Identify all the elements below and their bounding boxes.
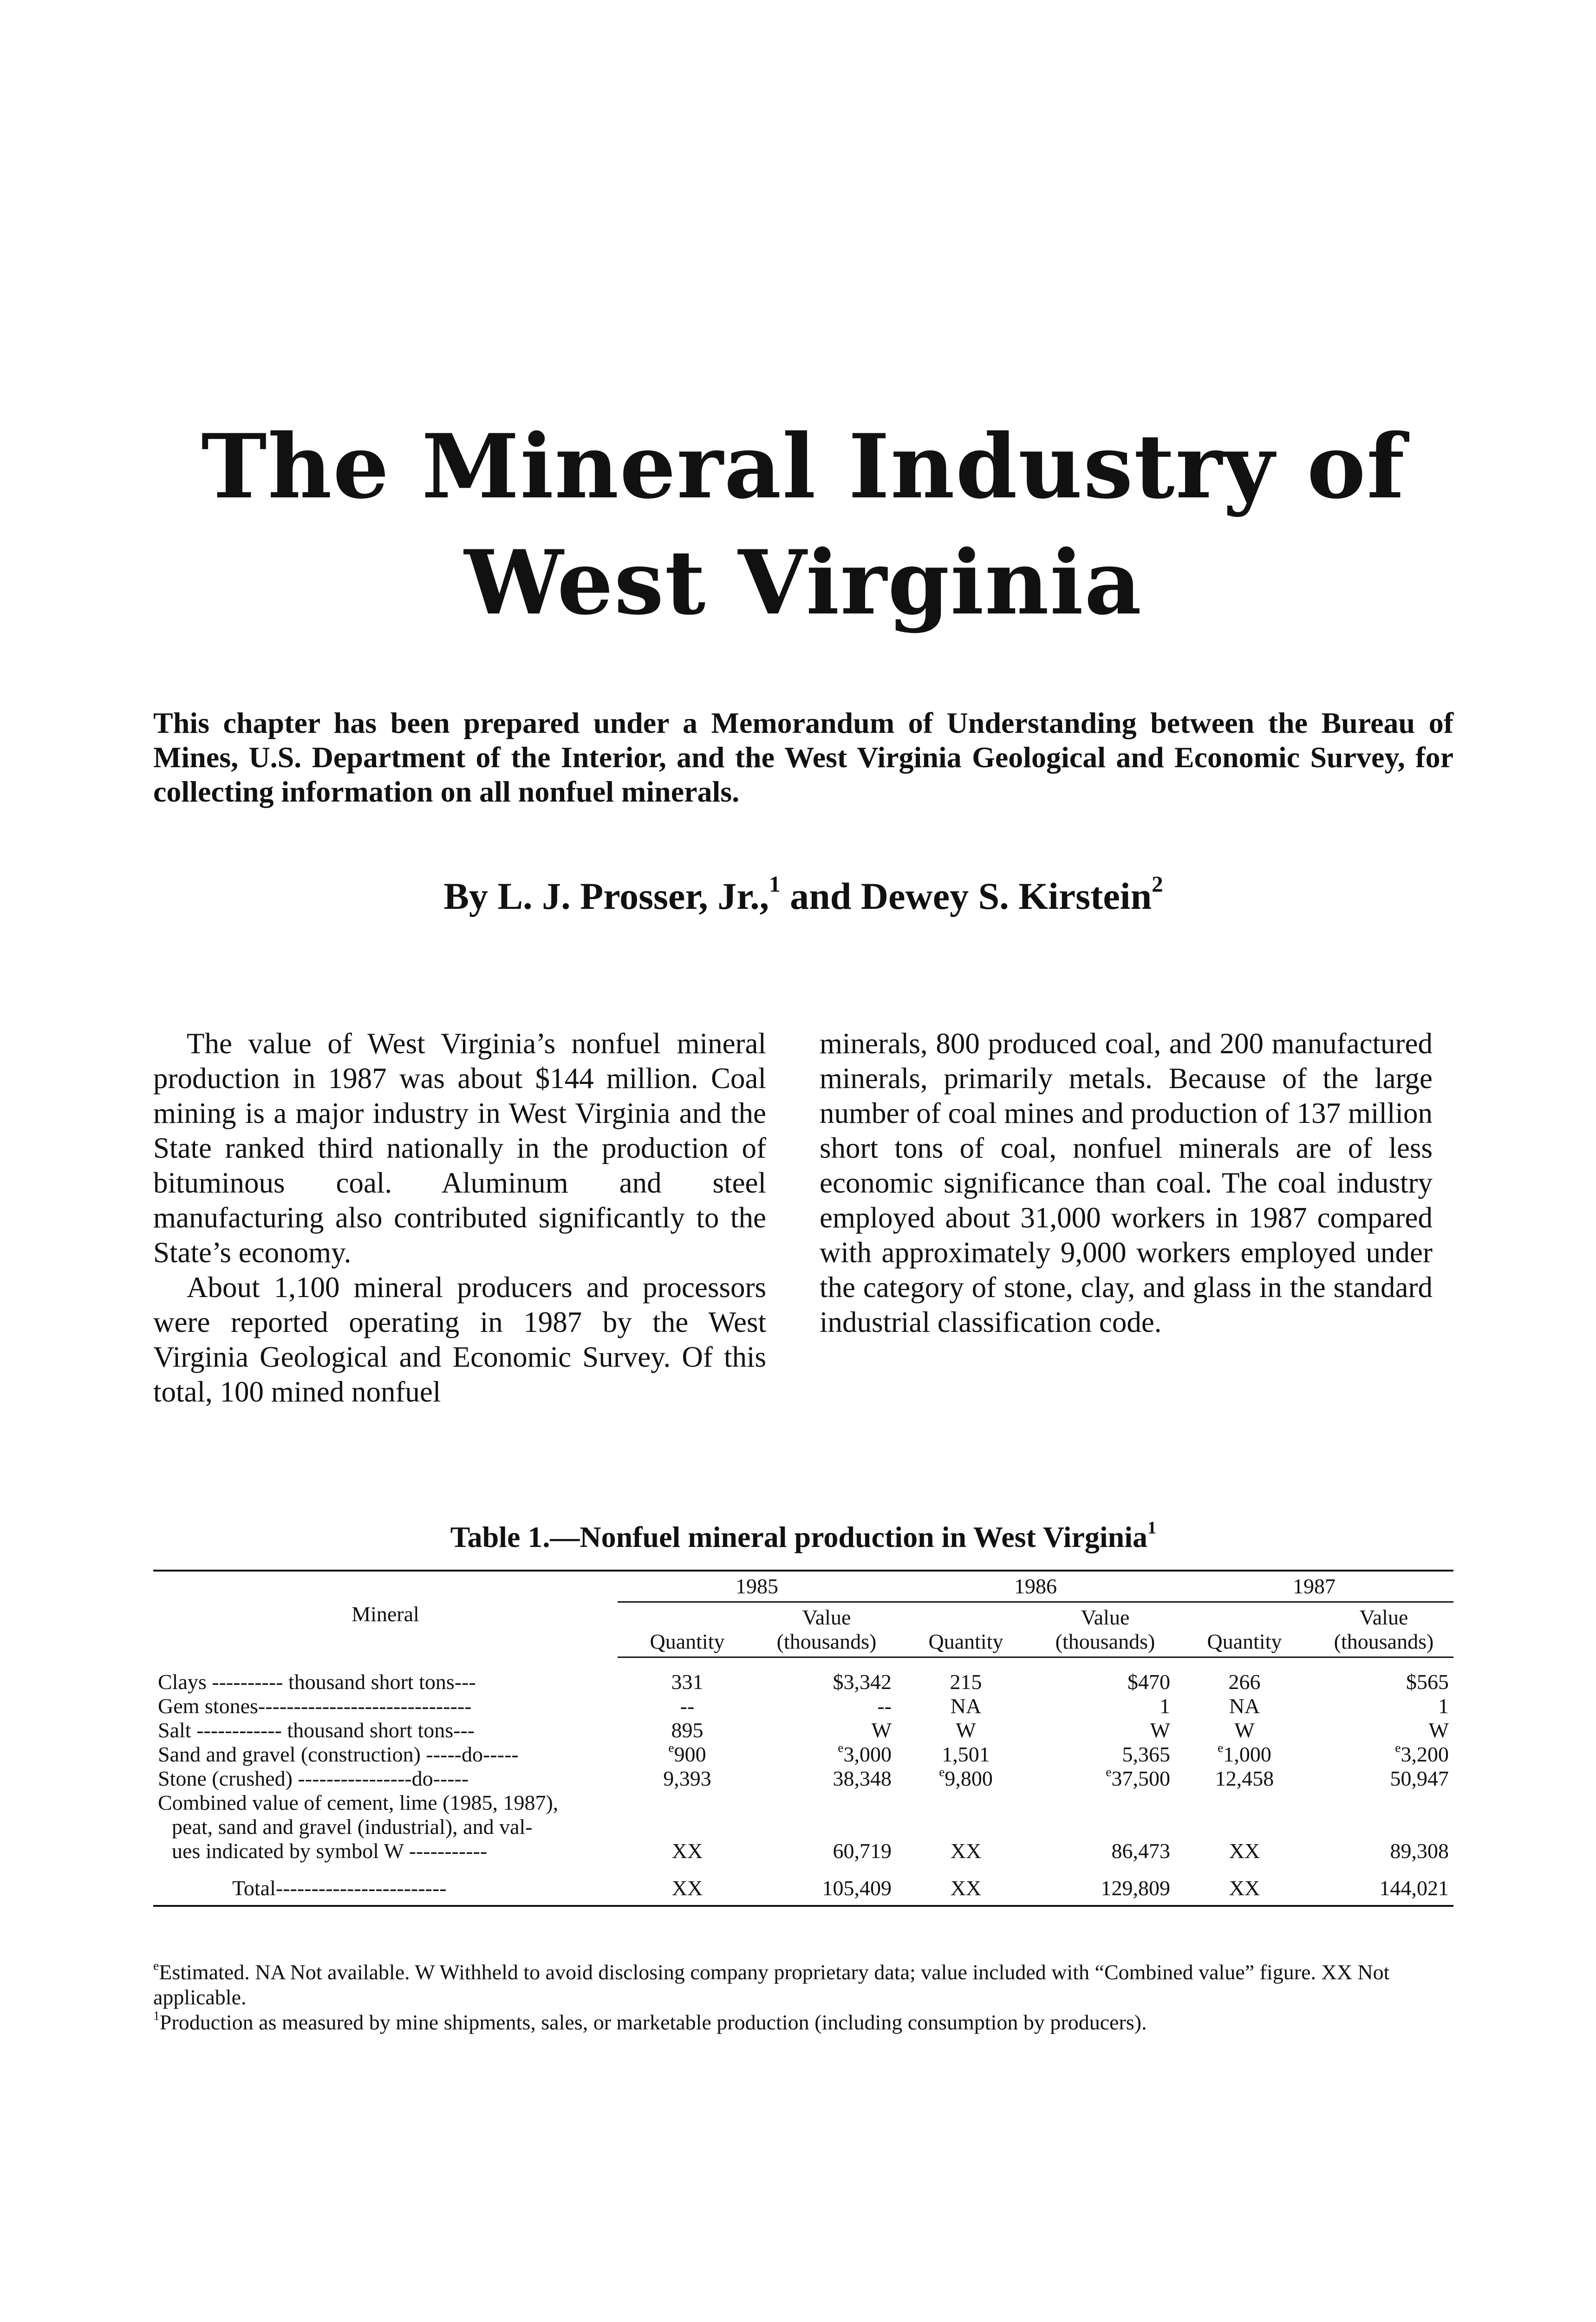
title-line-1: The Mineral Industry of xyxy=(201,415,1406,518)
mineral-column-header: Mineral xyxy=(153,1571,618,1657)
page-title xyxy=(153,409,1453,641)
body-paragraph-2: About 1,100 mineral producers and processors were reported operating in 1987 by the West Virginia Geological and Economic Survey. Of this total, 100 mined nonfuel xyxy=(153,1271,766,1408)
mineral-production-table xyxy=(153,1570,1453,1907)
year-header-1986: 1986 xyxy=(896,1571,1175,1602)
byline-footnote-2: 2 xyxy=(1152,871,1163,897)
row-label: Gem stones------------------------------ xyxy=(158,1694,472,1718)
byline-footnote-1: 1 xyxy=(769,871,781,897)
row-label: Combined value of cement, lime (1985, 1987), peat, sand and gravel (industrial), and val- ues indicated by symbol W ----------- xyxy=(158,1791,559,1863)
row-label: Sand and gravel (construction) -----do----- xyxy=(158,1742,519,1766)
value-header: Value (thousands) xyxy=(1036,1602,1175,1657)
row-label: Salt ------------ thousand short tons--- xyxy=(158,1718,475,1742)
year-header-1987: 1987 xyxy=(1175,1571,1453,1602)
table-row-combined: Combined value of cement, lime (1985, 1987), peat, sand and gravel (industrial), and val- ues indicated by symbol W ----------- XX 60,719 XX 86,473 XX 89,308 xyxy=(153,1791,1453,1863)
footnote-2: $^1$Production as measured by mine shipments, sales, or marketable production (including consumption by producers). xyxy=(153,2008,1147,2034)
row-label: Total------------------------ xyxy=(153,1863,618,1906)
table-title xyxy=(153,1519,1453,1556)
quantity-header: Quantity xyxy=(896,1602,1036,1657)
byline xyxy=(153,873,1453,920)
body-column-right xyxy=(820,1026,1433,1340)
table-row: Clays ---------- thousand short tons--- 331 $3,342 215 $470 266 $565 xyxy=(153,1670,1453,1694)
quantity-header: Quantity xyxy=(618,1602,757,1657)
quantity-header: Quantity xyxy=(1175,1602,1314,1657)
value-header: Value (thousands) xyxy=(1314,1602,1453,1657)
row-label: Stone (crushed) ----------------do----- xyxy=(158,1767,469,1790)
table-row: Salt ------------ thousand short tons--- 895 W W W W W xyxy=(153,1718,1453,1742)
table-row-total: Total------------------------ XX 105,409 XX 129,809 XX 144,021 xyxy=(153,1863,1453,1906)
table-title-text: Table 1.—Nonfuel mineral production in West Virginia xyxy=(450,1520,1148,1553)
footnote-1: $^e$Estimated. NA Not available. W Withheld to avoid disclosing company proprietary data; value included with “Combined value” figure. XX Not applicable. xyxy=(153,1958,1390,2009)
table-header-years xyxy=(153,1571,1453,1602)
table-row: Stone (crushed) ----------------do----- 9,393 38,348 $^e$9,800 $^e$37,500 12,458 50,947 xyxy=(153,1767,1453,1791)
row-label: Clays ---------- thousand short tons--- xyxy=(158,1670,476,1694)
year-header-1985: 1985 xyxy=(618,1571,896,1602)
body-paragraph-2-continued: minerals, 800 produced coal, and 200 manufactured minerals, primarily metals. Because of the large number of coal mines and production of 137 million short tons of coal, nonfuel minerals are of less economic significance than coal. The coal industry employed about 31,000 workers in 1987 compared with approximately 9,000 workers employed under the category of stone, clay, and glass in the standard industrial classification code. xyxy=(820,1027,1433,1338)
table-row: Gem stones------------------------------ -- -- NA 1 NA 1 xyxy=(153,1694,1453,1718)
body-column-left xyxy=(153,1026,766,1409)
title-line-2: West Virginia xyxy=(464,531,1143,634)
table-footnotes xyxy=(153,1960,1453,2035)
intro-paragraph: This chapter has been prepared under a Memorandum of Understanding between the Bureau of Mines, U.S. Department of the Interior, and the West Virginia Geological and Economic Survey, for collecting information on all nonfuel minerals. xyxy=(153,706,1453,808)
value-header: Value (thousands) xyxy=(757,1602,896,1657)
byline-author-2: and Dewey S. Kirstein xyxy=(780,875,1152,917)
table-title-footnote: 1 xyxy=(1147,1518,1157,1538)
body-paragraph-1: The value of West Virginia’s nonfuel mineral production in 1987 was about $144 million. Coal mining is a major industry in West Virginia and the State ranked third nationally in the production of bituminous coal. Aluminum and steel manufacturing also contributed significantly to the State’s economy. xyxy=(153,1027,766,1269)
table-row: Sand and gravel (construction) -----do----- $^e$900 $^e$3,000 1,501 5,365 $^e$1,000 $^e$3,200 xyxy=(153,1742,1453,1767)
byline-author-1: By L. J. Prosser, Jr., xyxy=(443,875,769,917)
